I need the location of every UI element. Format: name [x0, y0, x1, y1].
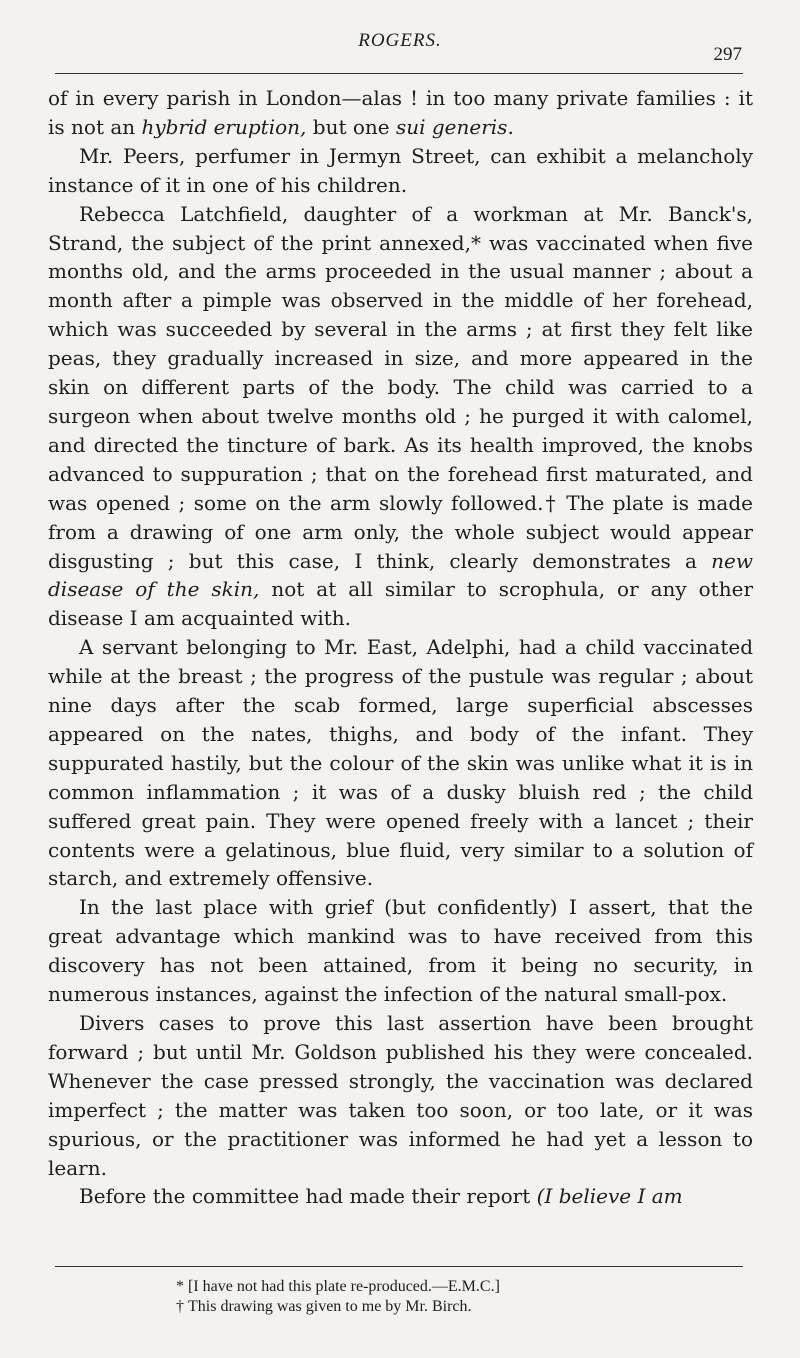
footnote-rule — [55, 1266, 743, 1267]
italic-run: hybrid eruption, — [141, 114, 307, 139]
header-rule — [55, 73, 743, 74]
paragraph-7 — [48, 1182, 753, 1211]
text-run: not at all similar to scrophula, or any other disease I am acquainted with. — [48, 577, 753, 631]
footnote-mark: † — [176, 1298, 184, 1315]
paragraph-6: Divers cases to prove this last assertion have been brought forward ; but until Mr. Goldson published his they were concealed. Whenever the case pressed strongly, the vaccination was declared imperfect ; the matter was taken too soon, or too late, or it was spurious, or the practitioner was informed he had yet a lesson to learn. — [48, 1011, 753, 1180]
text-run: but one — [306, 114, 396, 139]
footnote-2 — [176, 1297, 472, 1317]
paragraph-2: Mr. Peers, perfumer in Jermyn Street, can exhibit a melancholy instance of it in one of his children. — [48, 143, 753, 197]
italic-run: sui generis. — [395, 114, 514, 139]
running-title: ROGERS. — [358, 30, 442, 51]
footnote-1 — [176, 1277, 500, 1297]
paragraph-1 — [48, 84, 753, 142]
italic-run: new disease of the skin, — [48, 548, 753, 602]
text-run: Rebecca Latchfield, daughter of a workman at Mr. Banck's, Strand, the subject of the print annexed,* was vaccinated when five months old, and the arms proceeded in the usual manner ; about a month after a pimple was observed in the middle of her forehead, which was succeeded by several in the arms ; at first they felt like peas, they gradually increased in size, and more appeared in the skin on different parts of the body. The child was carried to a surgeon when about twelve months old ; he purged it with calomel, and directed the tincture of bark. As its health improved, the knobs advanced to suppuration ; that on the forehead first maturated, and was opened ; some on the arm slowly followed.† The plate is made from a drawing of one arm only, the whole subject would appear disgusting ; but this case, I think, clearly demonstrates a — [48, 201, 753, 573]
text-run: of in every parish in London—alas ! in too many private families : it is not an — [48, 86, 753, 139]
paragraph-4: A servant belonging to Mr. East, Adelphi, had a child vaccinated while at the breast ; the progress of the pustule was regular ; about nine days after the scab formed, large superficial abscesses appeared on the nates, thighs, and body of the infant. They suppurated hastily, but the colour of the skin was unlike what it is in common inflammation ; it was of a dusky bluish red ; the child suffered great pain. They were opened freely with a lancet ; their contents were a gelatinous, blue fluid, very similar to a solution of starch, and extremely offensive. — [48, 635, 753, 891]
text-run: Before the committee had made their report — [79, 1184, 537, 1209]
paragraph-3 — [48, 200, 753, 634]
italic-run: (I believe I am — [536, 1184, 683, 1209]
paragraph-5: In the last place with grief (but confidently) I assert, that the great advantage which mankind was to have received from this discovery has not been attained, from it being no security, in numerous instances, against the infection of the natural small-pox. — [48, 895, 753, 1007]
page-number: 297 — [713, 44, 742, 65]
footnote-text: This drawing was given to me by Mr. Birch. — [188, 1298, 472, 1315]
body-text — [48, 84, 753, 1211]
footnote-text: [I have not had this plate re-produced.—E.M.C.] — [188, 1278, 500, 1295]
footnote-mark: * — [176, 1278, 184, 1295]
